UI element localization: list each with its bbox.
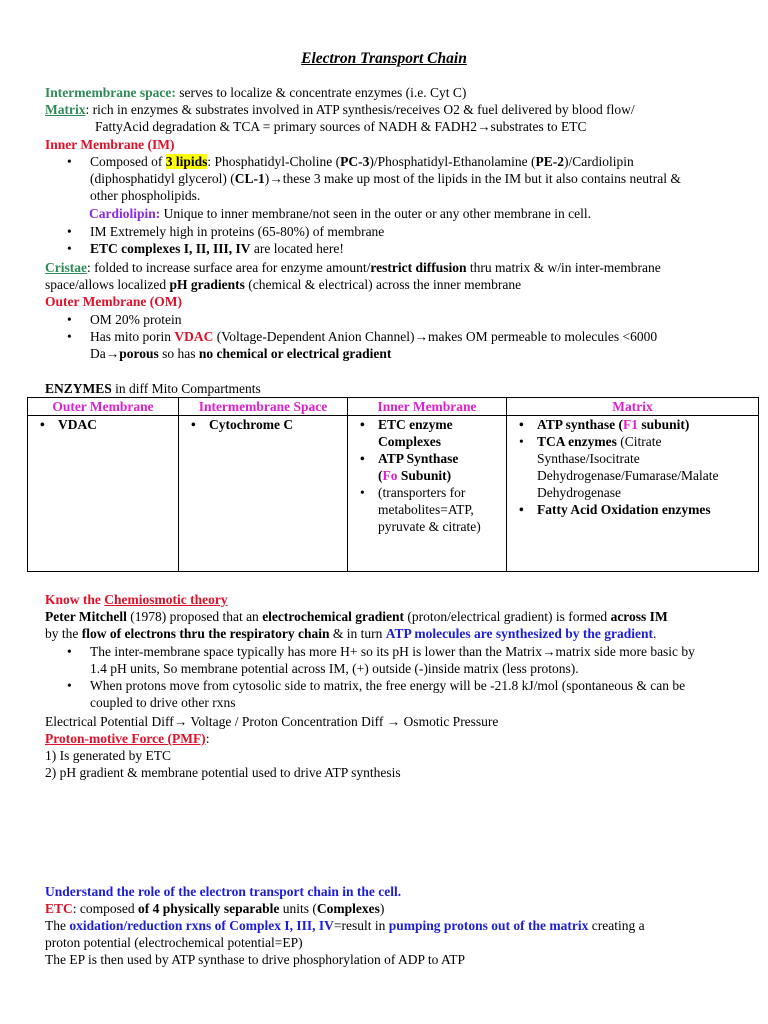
- p1-c: by the: [45, 626, 82, 641]
- cristae-a: : folded to increase surface area for enzyme amount/: [86, 260, 371, 275]
- pmf-heading: [45, 730, 725, 747]
- enzymes-rest: in diff Mito Compartments: [111, 381, 261, 396]
- vdac-red: VDAC: [174, 329, 214, 344]
- list-item: • (transporters for metabolites=ATP, pyruvate & citrate): [352, 484, 502, 535]
- col-inner-membrane: Inner Membrane: [348, 398, 507, 416]
- etc-complexes-bold: ETC complexes I, II, III, IV: [90, 241, 251, 256]
- cl-label: CL-1: [234, 171, 265, 186]
- om-b2-c: Da→: [90, 346, 120, 361]
- im-b1-g: other phospholipids.: [90, 188, 201, 203]
- etc-l2-d: proton potential (electrochemical potential=EP): [45, 935, 303, 950]
- matrix-atp-a: ATP synthase (: [537, 417, 624, 432]
- p1-bold4: flow of electrons thru the respiratory chain: [81, 626, 330, 641]
- list-item: [352, 450, 502, 484]
- inner-membrane-list-2: [45, 223, 725, 257]
- col-matrix: Matrix: [507, 398, 759, 416]
- cristae-label: Cristae: [45, 260, 87, 275]
- intermembrane-text: serves to localize & concentrate enzymes (i.e. Cyt C): [175, 85, 467, 100]
- col-intermembrane-space: Intermembrane Space: [179, 398, 348, 416]
- inner-membrane-heading: Inner Membrane (IM): [45, 137, 175, 152]
- pe-label: PE-2: [535, 154, 564, 169]
- pmf-colon: :: [205, 731, 210, 746]
- chemiosmotic-list: [45, 643, 705, 711]
- om-bullet-protein: • OM 20% protein: [45, 311, 725, 328]
- p1-d: & in turn: [329, 626, 386, 641]
- tca-rest: (Citrate Synthase/Isocitrate Dehydrogenase/Fumarase/Malate Dehydrogenase: [537, 434, 719, 500]
- etc-l1-a: : composed: [72, 901, 139, 916]
- p1-bold3: across IM: [610, 609, 668, 624]
- intermembrane-space-line: [45, 84, 725, 101]
- peter-mitchell: Peter Mitchell: [45, 609, 127, 624]
- cell-inner: [348, 416, 507, 572]
- etc-line: [45, 900, 725, 917]
- etc-label: ETC: [45, 901, 73, 916]
- list-item: [511, 433, 754, 501]
- im-bullet-proteins: • IM Extremely high in proteins (65-80%) of membrane: [45, 223, 725, 240]
- atp-c: Subunit): [397, 468, 452, 483]
- matrix-line: [45, 101, 725, 118]
- cell-outer: [28, 416, 179, 572]
- potential-line: Electrical Potential Diff→ Voltage / Proton Concentration Diff → Osmotic Pressure: [45, 714, 499, 729]
- understand-heading: Understand the role of the electron transport chain in the cell.: [45, 884, 402, 899]
- im-b1-d: )/Cardiolipin: [564, 154, 634, 169]
- cardiolipin-text: Unique to inner membrane/not seen in the outer or any other membrane in cell.: [160, 206, 591, 221]
- om-bullet-vdac: [45, 328, 725, 362]
- im-b1-a: Composed of: [90, 154, 166, 169]
- cristae-c: space/allows localized: [45, 277, 170, 292]
- pmf-label: Proton-motive Force (PMF): [45, 731, 206, 746]
- pc-label: PC-3: [340, 154, 370, 169]
- cristae-bold2: pH gradients: [169, 277, 245, 292]
- etc-l2-c: creating a: [588, 918, 645, 933]
- intermembrane-label: Intermembrane space:: [45, 85, 176, 100]
- enzymes-table: [27, 397, 759, 572]
- cell-intermembrane: [179, 416, 348, 572]
- lipids-highlight: 3 lipids: [165, 154, 208, 169]
- outer-membrane-heading: Outer Membrane (OM): [45, 294, 182, 309]
- pmf-item-1: 1) Is generated by ETC: [45, 748, 171, 763]
- im-b1-f: )→these 3 make up most of the lipids in the IM but it also contains neutral &: [264, 171, 681, 186]
- table-header-row: [28, 398, 759, 416]
- p1-e: .: [652, 626, 657, 641]
- chemiosmotic-heading: [45, 591, 725, 608]
- im-bullet-complexes: [45, 240, 725, 257]
- cell-matrix: [507, 416, 759, 572]
- etc-l2-blue1: oxidation/reduction rxns of Complex I, III, IV: [69, 918, 334, 933]
- cristae-b: thru matrix & w/in inter-membrane: [466, 260, 661, 275]
- matrix-label: Matrix: [45, 102, 86, 117]
- list-item: • Fatty Acid Oxidation enzymes: [511, 501, 754, 518]
- porous-bold: porous: [119, 346, 159, 361]
- etc-l1-c: ): [379, 901, 385, 916]
- etc-l2-blue2: pumping protons out of the matrix: [388, 918, 589, 933]
- etc-l2-a: The: [45, 918, 70, 933]
- p1-blue: ATP molecules are synthesized by the gradient: [385, 626, 653, 641]
- ep-line: The EP is then used by ATP synthase to drive phosphorylation of ADP to ATP: [45, 952, 465, 967]
- p1-b: (proton/electrical gradient) is formed: [404, 609, 611, 624]
- list-item: • ETC enzyme Complexes: [352, 416, 502, 450]
- cristae-paragraph: [45, 259, 735, 293]
- f1-label: F1: [623, 417, 639, 432]
- matrix-atp-b: subunit): [638, 417, 690, 432]
- mitchell-paragraph: [45, 608, 735, 642]
- know-the: Know the: [45, 592, 105, 607]
- matrix-line-2: FattyAcid degradation & TCA = primary sources of NADH & FADH2→substrates to ETC: [95, 119, 587, 134]
- pmf-item-2: 2) pH gradient & membrane potential used to drive ATP synthesis: [45, 765, 401, 780]
- om-b2-b: (Voltage-Dependent Anion Channel)→makes OM permeable to molecules <6000: [213, 329, 658, 344]
- im-b1-b: : Phosphatidyl-Choline (: [207, 154, 341, 169]
- om-b2-d: so has: [158, 346, 199, 361]
- cristae-bold1: restrict diffusion: [370, 260, 467, 275]
- enzymes-bold: ENZYMES: [45, 381, 112, 396]
- om-b2-a: Has mito porin: [90, 329, 175, 344]
- im-b1-e: (diphosphatidyl glycerol) (: [90, 171, 235, 186]
- cardiolipin-label: Cardiolipin:: [89, 206, 161, 221]
- atp-b: (: [378, 468, 383, 483]
- col-outer-membrane: Outer Membrane: [28, 398, 179, 416]
- outer-membrane-list: [45, 311, 725, 362]
- chemiosmotic-theory: Chemiosmotic theory: [104, 592, 228, 607]
- tca-bold: TCA enzymes: [537, 434, 617, 449]
- im-b3-text: are located here!: [250, 241, 344, 256]
- p1-a: (1978) proposed that an: [126, 609, 263, 624]
- matrix-text: : rich in enzymes & substrates involved in ATP synthesis/receives O2 & fuel delivered by blood flow/: [85, 102, 635, 117]
- im-b1-c: )/Phosphatidyl-Ethanolamine (: [369, 154, 536, 169]
- oxidation-paragraph: [45, 917, 745, 951]
- etc-l2-b: =result in: [333, 918, 389, 933]
- atp-synthase-label: ATP Synthase: [378, 451, 459, 466]
- cardiolipin-line: [89, 205, 768, 222]
- table-row: [28, 416, 759, 572]
- fo-label: Fo: [382, 468, 398, 483]
- im-bullet-lipids: [45, 153, 735, 204]
- page-title: Electron Transport Chain: [301, 50, 467, 67]
- list-item: • Cytochrome C: [183, 416, 343, 433]
- inner-membrane-list: [45, 153, 735, 204]
- list-item: • The inter-membrane space typically has more H+ so its pH is lower than the Matrix→matrix side more basic by 1.4 pH units, So membrane potential across IM, (+) outside (-)inside matrix (less protons).: [45, 643, 705, 677]
- list-item: • When protons move from cytosolic side to matrix, the free energy will be -21.8 kJ/mol (spontaneous & can be coupled to drive other rxns: [45, 677, 705, 711]
- p1-bold2: electrochemical gradient: [262, 609, 405, 624]
- no-gradient-bold: no chemical or electrical gradient: [198, 346, 392, 361]
- cristae-d: (chemical & electrical) across the inner membrane: [244, 277, 522, 292]
- list-item: [511, 416, 754, 433]
- etc-l1-bold2: Complexes: [316, 901, 380, 916]
- list-item: • VDAC: [32, 416, 174, 433]
- enzymes-caption: [45, 380, 725, 397]
- etc-l1-b: units (: [279, 901, 317, 916]
- etc-l1-bold1: of 4 physically separable: [138, 901, 280, 916]
